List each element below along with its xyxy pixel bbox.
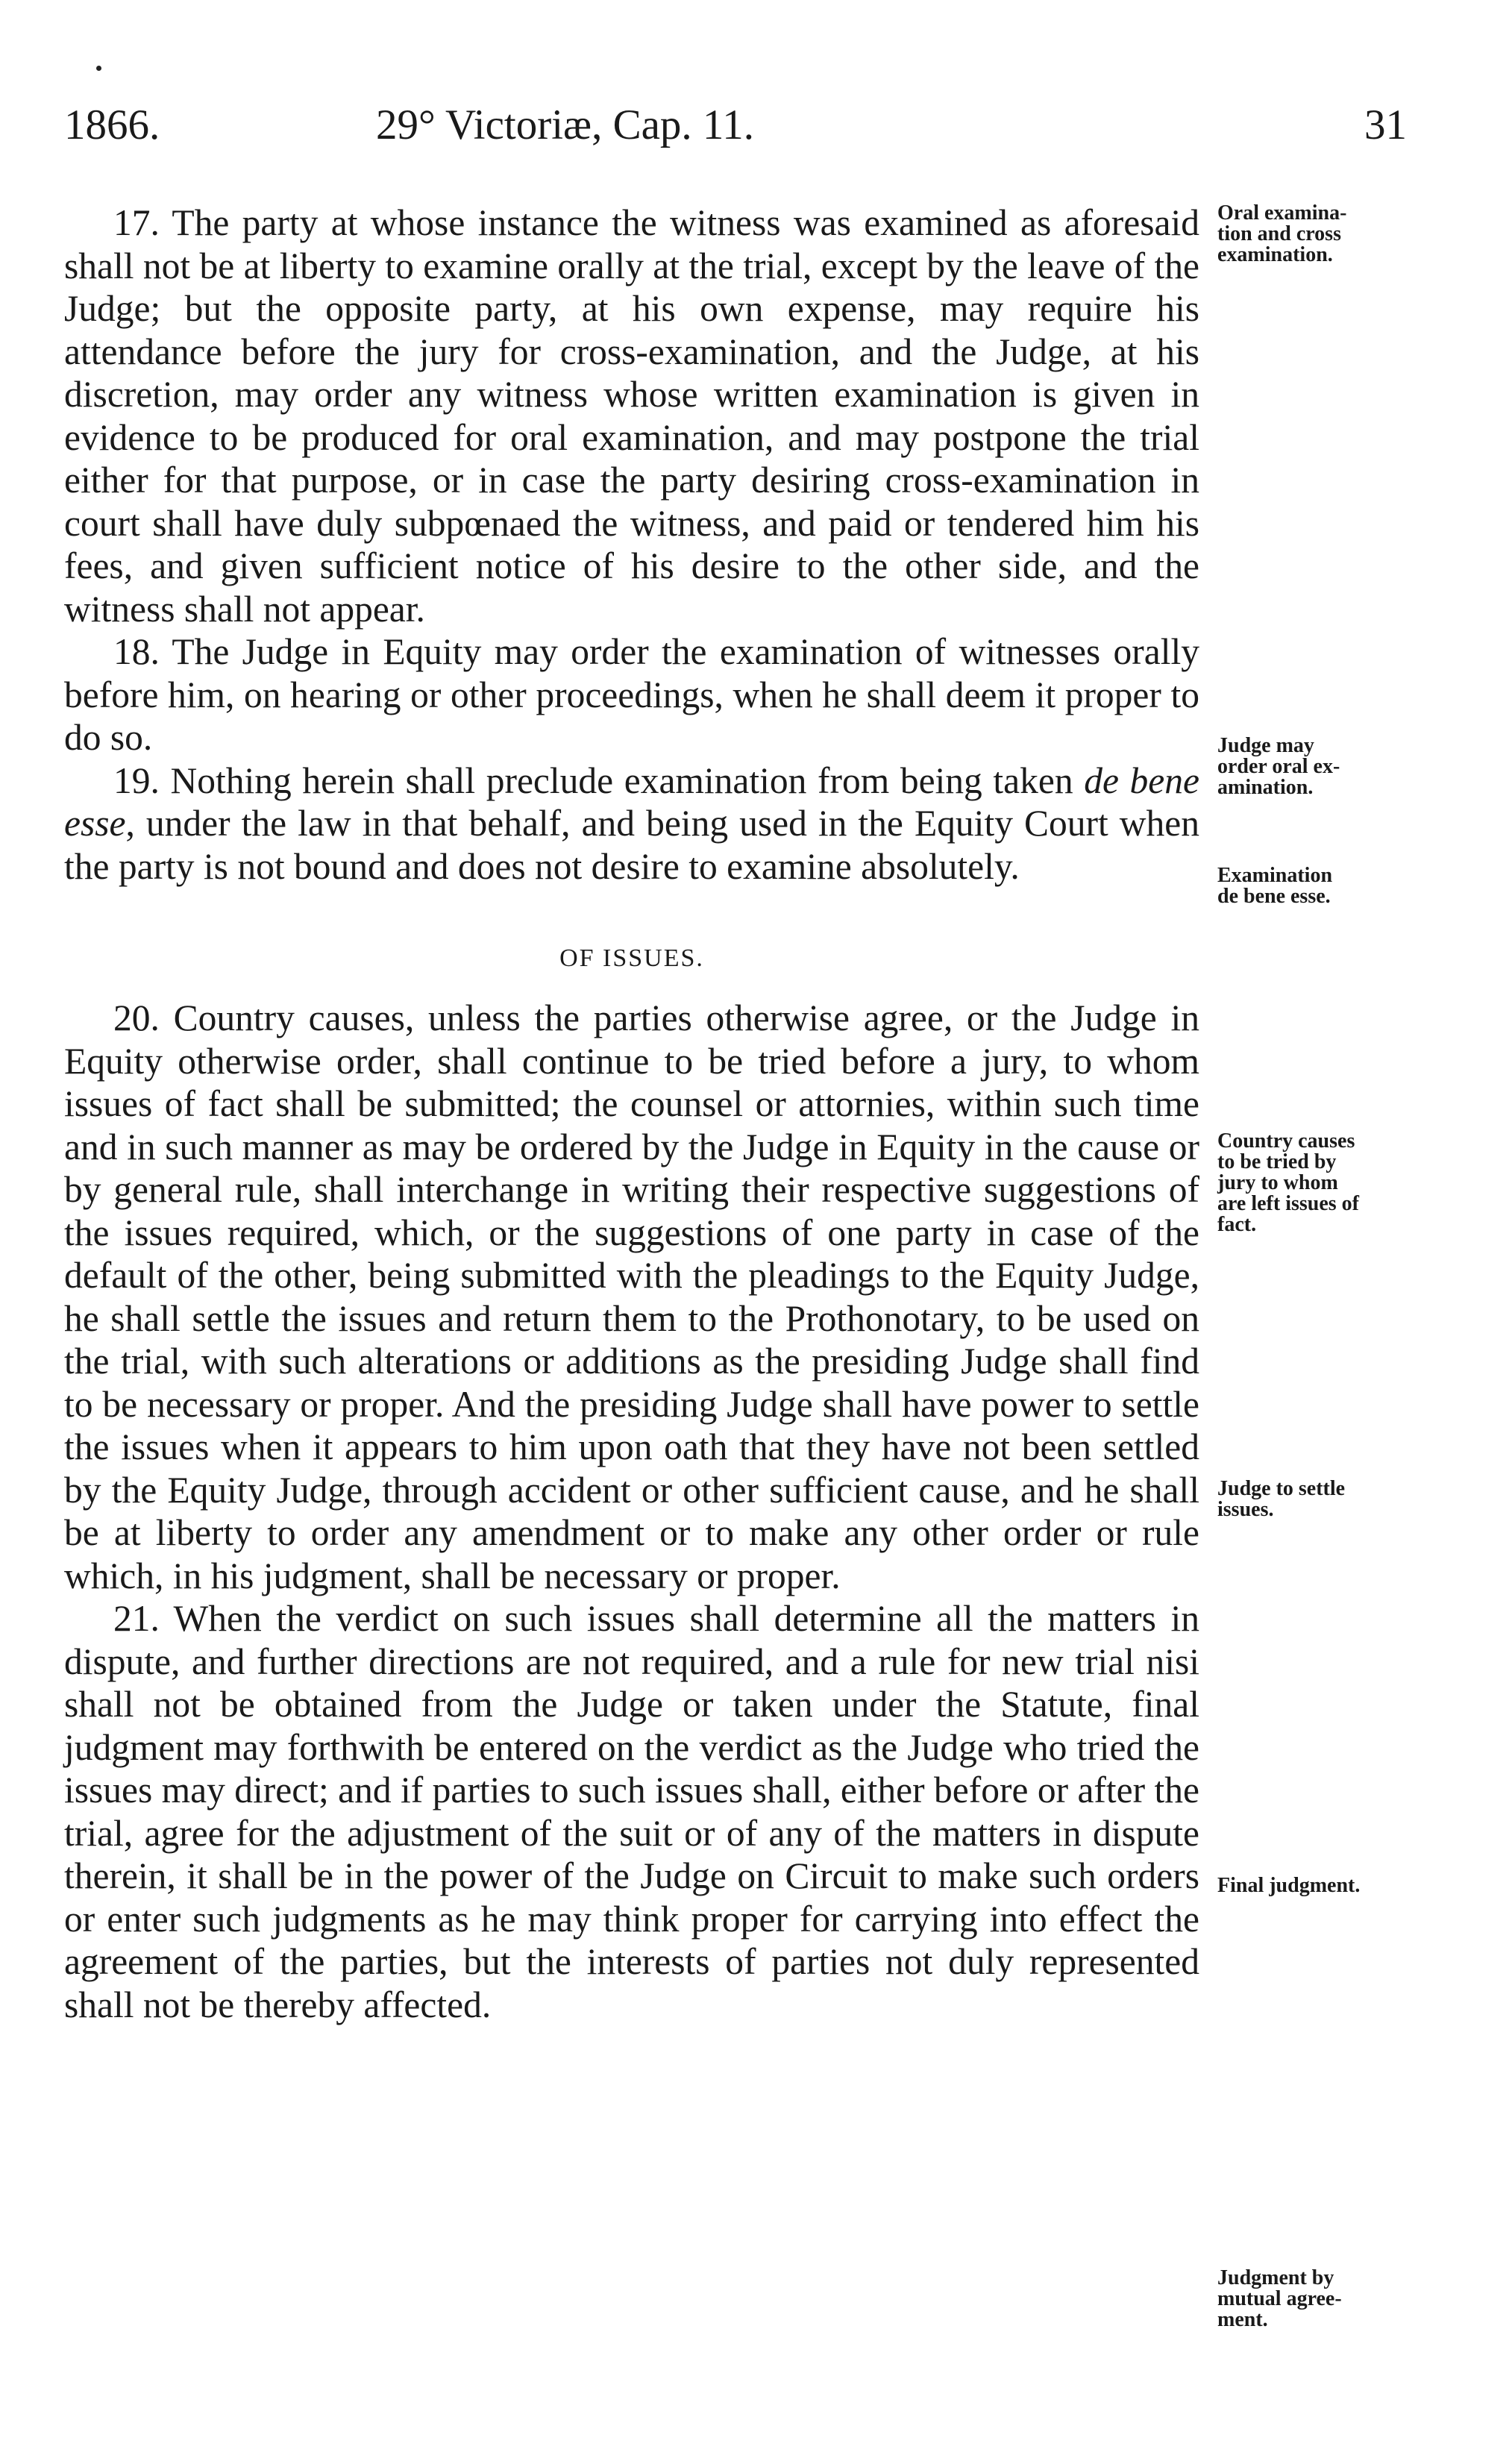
section-18: 18. The Judge in Equity may order the examination of witnesses orally before him, on hearing or other proceedings, when he shall deem it proper to do so. [64, 631, 1199, 758]
margin-note-country-causes: Country causes to be tried by jury to whom are left issues of fact. [1217, 1129, 1359, 1236]
section-19 [64, 759, 1199, 888]
section-20: 20. Country causes, unless the parties otherwise agree, or the Judge in Equity otherwise order, shall continue to be tried before a jury, to whom issues of fact shall be submitted; the counsel or attornies, within such time and in such manner as may be ordered by the Judge in Equity in the cause or by general rule, shall interchange in writing their respective suggestions of the issues required, which, or the suggestions of one party in case of the default of the other, being submitted with the pleadings to the Equity Judge, he shall settle the issues and return them to the Prothonotary, to be used on the trial, with such alterations or additions as the presiding Judge shall find to be necessary or proper. And the presiding Judge shall have power to settle the issues when it appears to him upon oath that they have not been settled by the Equity Judge, through accident or other sufficient cause, and he shall be at liberty to order any amendment or to make any other order or rule which, in his judgment, shall be necessary or proper. [64, 997, 1199, 1596]
section-17: 17. The party at whose instance the witness was examined as aforesaid shall not be at liberty to examine orally at the trial, except by the leave of the Judge; but the opposite party, at his own expense, may require his attendance before the jury for cross-examination, and the Judge, at his discretion, may order any witness whose written examination is given in evidence to be produced for oral examination, and may postpone the trial either for that purpose, or in case the party desiring cross-examination in court shall have duly subpœnaed the witness, and paid or tendered him his fees, and given sufficient notice of his desire to the other side, and the witness shall not appear. [64, 202, 1199, 630]
margin-note-mutual-agreement: Judgment by mutual agree- ment. [1217, 2266, 1342, 2331]
header-title: 29° Victoriæ, Cap. 11. [376, 101, 755, 148]
margin-note-judge-oral-examination: Judge may order oral ex- amination. [1217, 734, 1340, 799]
section-19-text-b: , under the law in that behalf, and being used in the Equity Court when the party is not bound and does not desire to examine absolutely. [64, 803, 1199, 887]
margin-note-settle-issues: Judge to settle issues. [1217, 1477, 1346, 1521]
page-number: 31 [1364, 101, 1407, 148]
margin-note-de-bene-esse: Examination de bene esse. [1217, 864, 1333, 908]
margin-note-oral-cross-examination: Oral examina- tion and cross examination. [1217, 201, 1347, 266]
stray-ink-dot [96, 66, 101, 71]
main-text [64, 201, 1199, 2026]
header-year: 1866. [64, 101, 160, 148]
section-19-latin-term: de bene esse [64, 759, 1199, 844]
section-21: 21. When the verdict on such issues shall determine all the matters in dispute, and further directions are not required, and a rule for new trial nisi shall not be obtained from the Judge or taken under the Statute, final judgment may forthwith be entered on the verdict as the Judge who tried the issues may direct; and if parties to such issues shall, either before or after the trial, agree for the adjustment of the suit or of any of the matters in dispute therein, it shall be in the power of the Judge on Circuit to make such orders or enter such judgments as he may think proper for carrying into effect the agreement of the parties, but the interests of parties not duly represented shall not be thereby affected. [64, 1598, 1199, 2025]
section-19-text-a: 19. Nothing herein shall preclude examination from being taken [113, 759, 1085, 801]
page-header [64, 95, 1407, 155]
section-heading: OF ISSUES. [559, 944, 704, 972]
margin-note-final-judgment: Final judgment. [1217, 1874, 1361, 1897]
